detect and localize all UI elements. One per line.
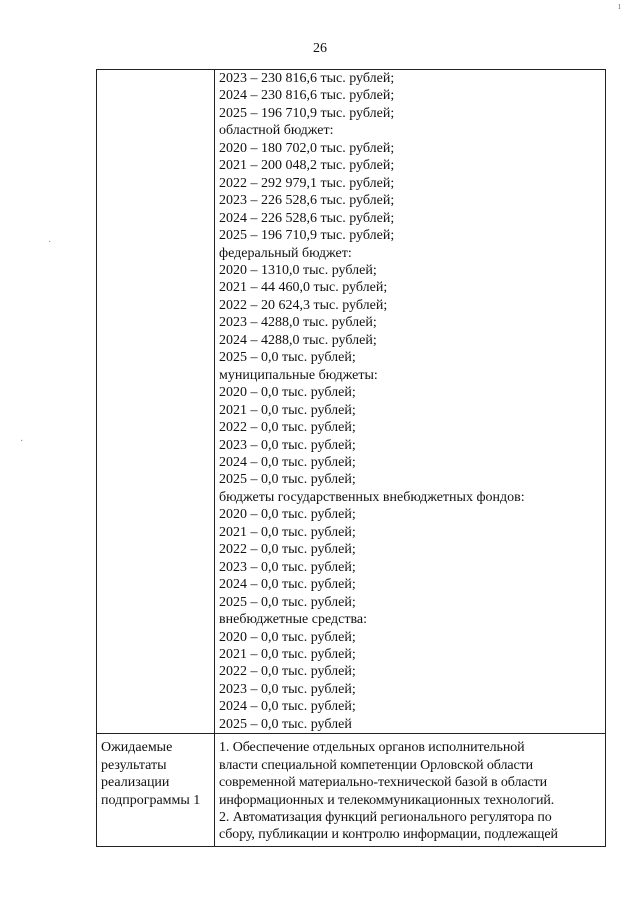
funding-line: 2023 – 226 528,6 тыс. рублей; [219,193,395,209]
funding-line: 2025 – 196 710,9 тыс. рублей; [219,228,395,244]
funding-row [97,70,606,734]
funding-cell [215,70,606,734]
funding-line: 2020 – 0,0 тыс. рублей; [219,507,356,523]
funding-line: 2025 – 196 710,9 тыс. рублей; [219,105,395,121]
results-text-line: власти специальной компетенции Орловской области [219,757,533,773]
funding-line: 2020 – 0,0 тыс. рублей; [219,629,356,645]
funding-line: 2025 – 0,0 тыс. рублей [219,716,352,732]
funding-line: 2020 – 0,0 тыс. рублей; [219,385,356,401]
scan-speck: · [20,436,24,447]
funding-line: 2022 – 292 979,1 тыс. рублей; [219,175,395,191]
funding-line: муниципальные бюджеты: [219,367,378,383]
funding-line: 2024 – 226 528,6 тыс. рублей; [219,210,395,226]
funding-line: 2025 – 0,0 тыс. рублей; [219,472,356,488]
results-label-line: Ожидаемые [101,740,173,756]
funding-line: 2022 – 0,0 тыс. рублей; [219,664,356,680]
funding-line: 2025 – 0,0 тыс. рублей; [219,594,356,610]
results-text-line: сбору, публикации и контролю информации, подлежащей [219,827,558,843]
funding-line: 2020 – 1310,0 тыс. рублей; [219,262,377,278]
funding-line: 2022 – 20 624,3 тыс. рублей; [219,297,388,313]
funding-line: 2025 – 0,0 тыс. рублей; [219,350,356,366]
funding-line: 2022 – 0,0 тыс. рублей; [219,542,356,558]
scan-speck: · [48,237,52,248]
results-text-line: 1. Обеспечение отдельных органов исполнительной [219,740,525,756]
results-label-line: подпрограммы 1 [101,792,201,808]
results-text-line: 2. Автоматизация функций регионального регулятора по [219,810,552,826]
results-label-line: реализации [101,775,170,791]
funding-line: 2021 – 0,0 тыс. рублей; [219,646,356,662]
funding-line: 2024 – 0,0 тыс. рублей; [219,454,356,470]
funding-line: 2021 – 0,0 тыс. рублей; [219,402,356,418]
funding-line: 2022 – 0,0 тыс. рублей; [219,420,356,436]
funding-line: 2021 – 200 048,2 тыс. рублей; [219,158,395,174]
funding-line: областной бюджет: [219,123,334,139]
funding-line: 2024 – 0,0 тыс. рублей; [219,699,356,715]
results-label-cell [97,734,215,847]
funding-line: 2023 – 4288,0 тыс. рублей; [219,315,377,331]
funding-line: 2023 – 0,0 тыс. рублей; [219,437,356,453]
results-row [97,734,606,847]
funding-label-cell [97,70,215,734]
results-text-cell [215,734,606,847]
funding-line: 2023 – 0,0 тыс. рублей; [219,681,356,697]
scan-speck: ı [618,1,621,12]
funding-line: внебюджетные средства: [219,612,367,628]
funding-line: 2021 – 0,0 тыс. рублей; [219,524,356,540]
funding-line: 2024 – 4288,0 тыс. рублей; [219,332,377,348]
funding-line: бюджеты государственных внебюджетных фондов: [219,489,525,505]
subprogram-passport-table [96,69,606,847]
funding-line: 2024 – 0,0 тыс. рублей; [219,577,356,593]
funding-line: 2024 – 230 816,6 тыс. рублей; [219,88,395,104]
funding-line: 2023 – 230 816,6 тыс. рублей; [219,71,395,86]
funding-line: 2023 – 0,0 тыс. рублей; [219,559,356,575]
results-label-line: результаты [101,757,167,773]
results-text-line: информационных и телекоммуникационных технологий. [219,792,555,808]
funding-line: 2021 – 44 460,0 тыс. рублей; [219,280,388,296]
results-text-line: современной материально-технической базой в области [219,775,548,791]
page-number: 26 [313,41,327,56]
funding-line: 2020 – 180 702,0 тыс. рублей; [219,140,395,156]
funding-line: федеральный бюджет: [219,245,352,261]
